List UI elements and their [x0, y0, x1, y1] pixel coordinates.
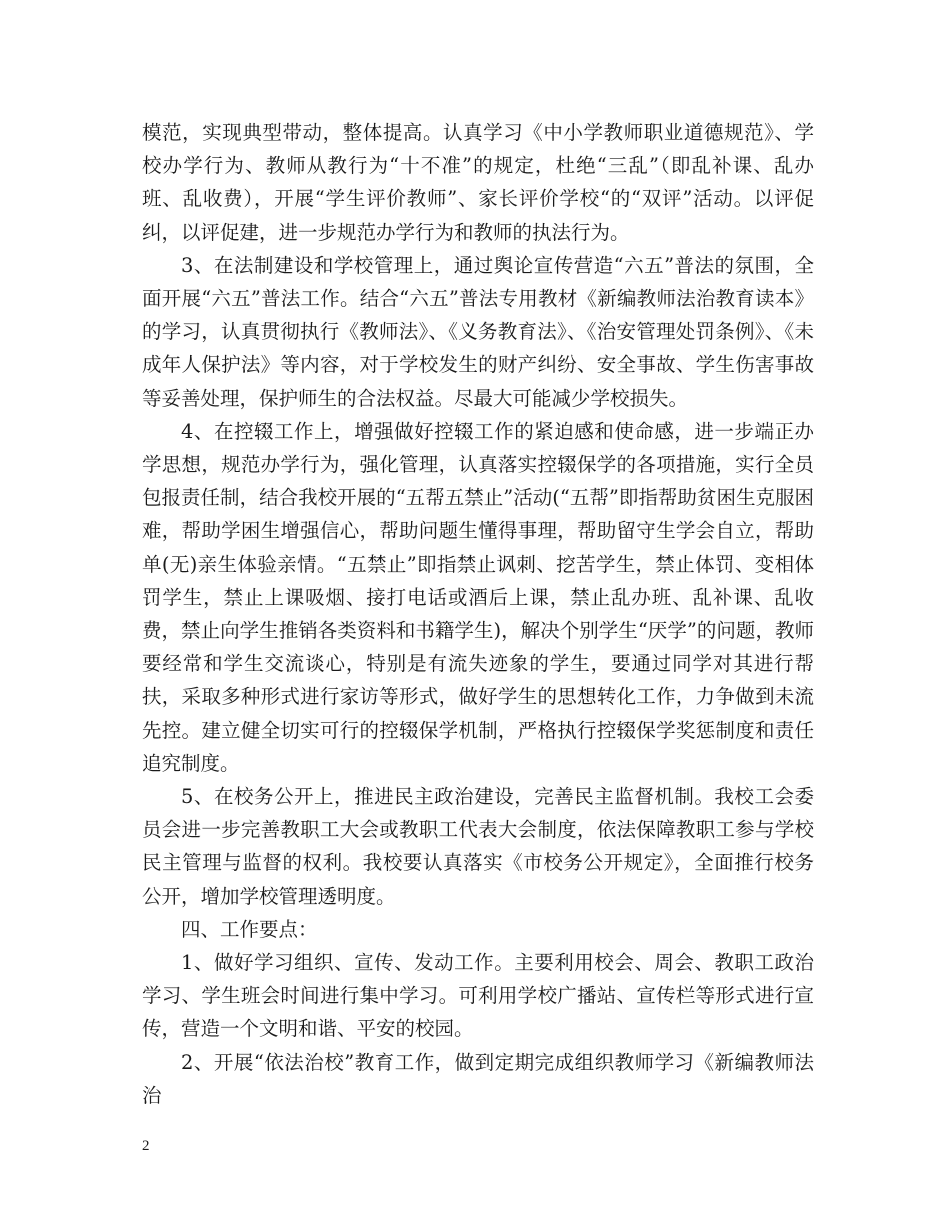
paragraph-4-dropout-control: 4、在控辍工作上，增强做好控辍工作的紧迫感和使命感，进一步端正办学思想，规范办学行为，强化管理，认真落实控辍保学的各项措施，实行全员包报责任制，结合我校开展的“五帮五禁止”活动(“五帮”即指帮助贫困生克服困难，帮助学困生增强信心，帮助问题生懂得事理，帮助留守生学会自立，帮助单(无)亲生体验亲情。“五禁止”即指禁止讽刺、挖苦学生，禁止体罚、变相体罚学生，禁止上课吸烟、接打电话或酒后上课，禁止乱办班、乱补课、乱收费，禁止向学生推销各类资料和书籍学生)，解决个别学生“厌学”的问题，教师要经常和学生交流谈心，特别是有流失迹象的学生，要通过同学对其进行帮扶，采取多种形式进行家访等形式，做好学生的思想转化工作，力争做到未流先控。建立健全切实可行的控辍保学机制，严格执行控辍保学奖惩制度和责任追究制度。: [142, 419, 814, 775]
paragraph-continuation: 模范，实现典型带动，整体提高。认真学习《中小学教师职业道德规范》、学校办学行为、教师从教行为“十不准”的规定，杜绝“三乱”（即乱补课、乱办班、乱收费），开展“学生评价教师”、家长评价学校“的“双评”活动。以评促纠，以评促建，进一步规范办学行为和教师的执法行为。: [142, 121, 814, 244]
section-heading-work-points: 四、工作要点：: [181, 917, 318, 941]
paragraph-work-point-1: 1、做好学习组织、宣传、发动工作。主要利用校会、周会、教职工政治学习、学生班会时间进行集中学习。可利用学校广播站、宣传栏等形式进行宣传，营造一个文明和谐、平安的校园。: [142, 951, 814, 1041]
paragraph-work-point-2: 2、开展“依法治校”教育工作，做到定期完成组织教师学习《新编教师法治: [142, 1050, 814, 1107]
paragraph-3-legal-construction: 3、在法制建设和学校管理上，通过舆论宣传营造“六五”普法的氛围，全面开展“六五”普法工作。结合“六五”普法专用教材《新编教师法治教育读本》的学习，认真贯彻执行《教师法》、《义务教育法》、《治安管理处罚条例》、《未成年人保护法》等内容，对于学校发生的财产纠纷、安全事故、学生伤害事故等妥善处理，保护师生的合法权益。尽最大可能减少学校损失。: [142, 253, 814, 410]
document-body: [142, 116, 814, 1112]
page-number: 2: [142, 1138, 150, 1154]
paragraph-5-school-affairs: 5、在校务公开上，推进民主政治建设，完善民主监督机制。我校工会委员会进一步完善教职工大会或教职工代表大会制度，依法保障教职工参与学校民主管理与监督的权利。我校要认真落实《市校务公开规定》，全面推行校务公开，增加学校管理透明度。: [142, 785, 814, 908]
